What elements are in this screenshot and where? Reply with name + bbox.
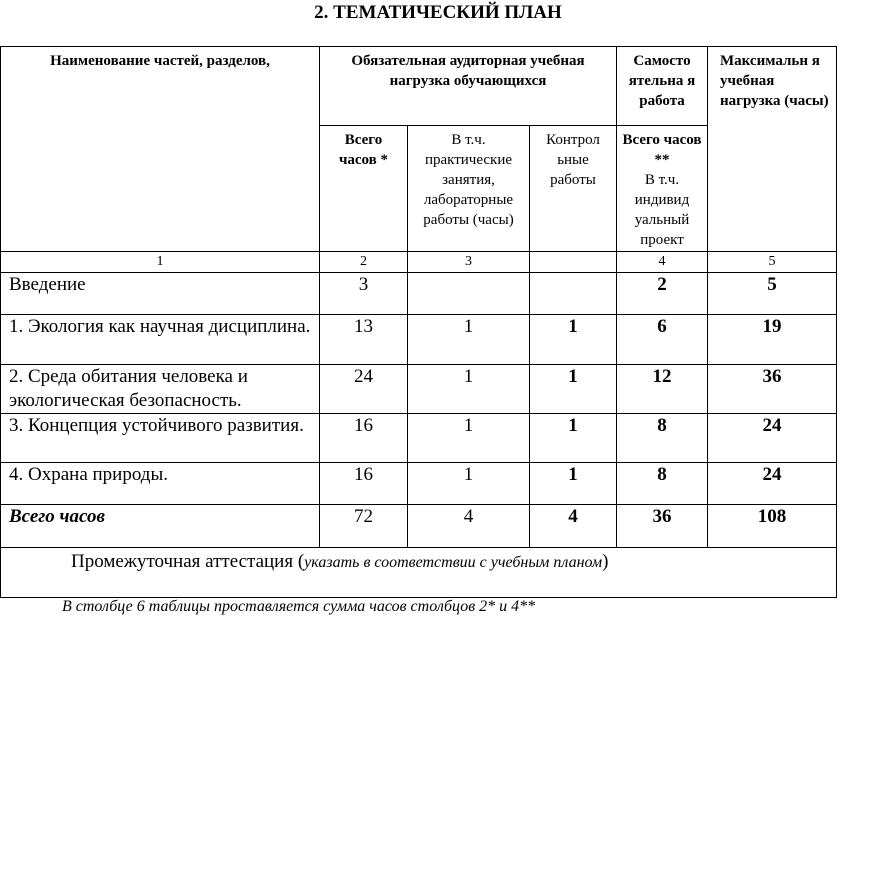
page-title: 2. ТЕМАТИЧЕСКИЙ ПЛАН [314,2,562,23]
header-obligatory: Обязательная аудиторная учебная нагрузка обучающихся [320,47,617,126]
row-total: 16 [320,463,408,505]
subheader-practical: В т.ч. практические занятия, лабораторные работы (часы) [408,126,530,252]
row-max: 36 [708,365,837,414]
row-practical: 1 [408,315,530,365]
header-independent: Самосто ятельна я работа [617,47,708,126]
row-practical [408,273,530,315]
row-independent: 8 [617,414,708,463]
table-row [1,315,837,365]
row-max: 24 [708,414,837,463]
col-num-2: 2 [320,252,408,273]
row-max: 24 [708,463,837,505]
row-practical: 1 [408,365,530,414]
row-total: 3 [320,273,408,315]
row-independent: 12 [617,365,708,414]
row-total: 16 [320,414,408,463]
table-row [1,365,837,414]
row-control: 1 [530,365,617,414]
table-row [1,273,837,315]
col-num-5: 5 [708,252,837,273]
row-control [530,273,617,315]
row-name: Введение [1,273,320,315]
row-control: 1 [530,463,617,505]
table-row [1,463,837,505]
totals-independent: 36 [617,505,708,548]
attestation-row [1,548,837,598]
row-name: 3. Концепция устойчивого развития. [1,414,320,463]
subheader-control: Контрол ьные работы [530,126,617,252]
row-name: 4. Охрана природы. [1,463,320,505]
attestation-cell: Промежуточная аттестация (указать в соответствии с учебным планом) [1,548,837,598]
row-total: 13 [320,315,408,365]
subheader-independent: Всего часов ** В т.ч. индивид уальный проект [617,126,708,252]
row-control: 1 [530,414,617,463]
header-max: Максимальн я учебная нагрузка (часы) [708,47,837,252]
totals-max: 108 [708,505,837,548]
row-independent: 8 [617,463,708,505]
table-row [1,414,837,463]
col-num-3: 3 [408,252,530,273]
row-practical: 1 [408,463,530,505]
col-num-1: 1 [1,252,320,273]
totals-practical: 4 [408,505,530,548]
header-name: Наименование частей, разделов, [1,47,320,252]
subheader-total: Всего часов * [320,126,408,252]
totals-name: Всего часов [1,505,320,548]
row-max: 19 [708,315,837,365]
totals-row [1,505,837,548]
totals-total: 72 [320,505,408,548]
row-independent: 2 [617,273,708,315]
row-practical: 1 [408,414,530,463]
row-name: 2. Среда обитания человека и экологическая безопасность. [1,365,320,414]
thematic-plan-table [0,46,837,598]
totals-control: 4 [530,505,617,548]
row-total: 24 [320,365,408,414]
col-num-4: 4 [617,252,708,273]
column-numbers-row [1,252,837,273]
row-control: 1 [530,315,617,365]
row-name: 1. Экология как научная дисциплина. [1,315,320,365]
row-independent: 6 [617,315,708,365]
footnote: В столбце 6 таблицы проставляется сумма часов столбцов 2* и 4** [62,598,536,615]
row-max: 5 [708,273,837,315]
header-row [1,47,837,126]
col-num-blank [530,252,617,273]
